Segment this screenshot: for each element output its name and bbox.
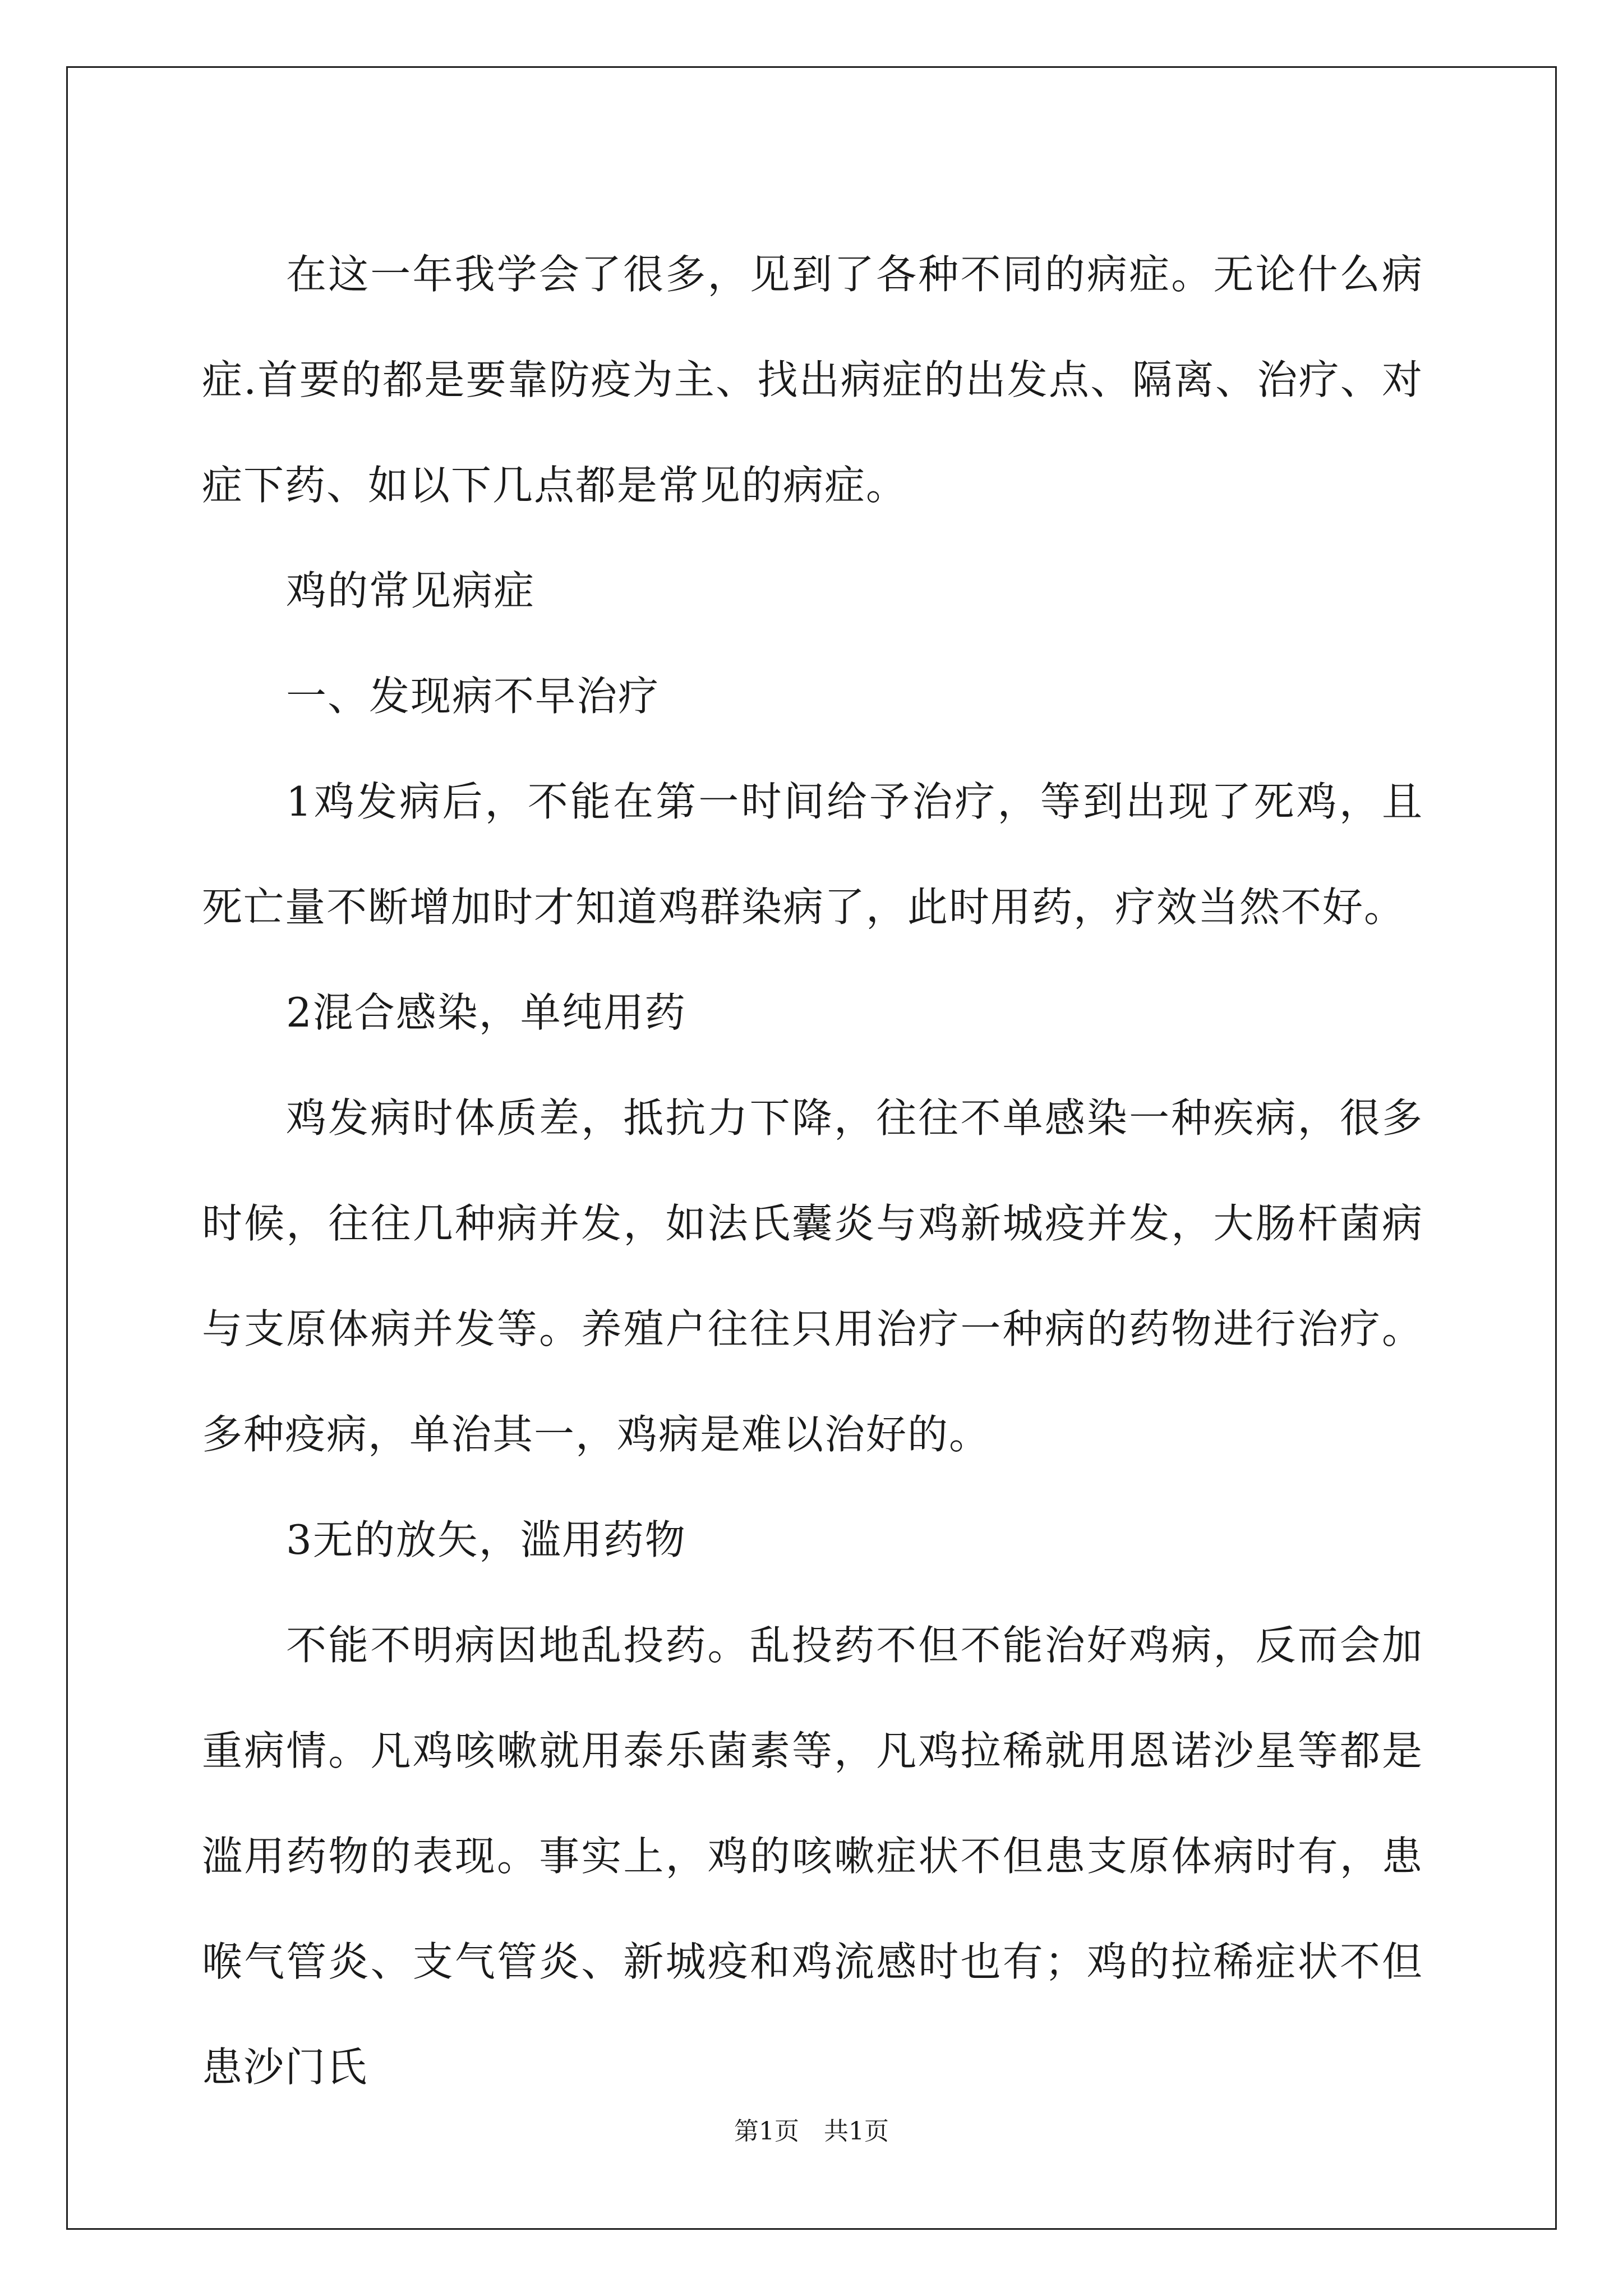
document-body bbox=[202, 222, 1423, 2120]
heading-section-one: 一、发现病不早治疗 bbox=[286, 673, 660, 720]
paragraph-item-2: 鸡发病时体质差，抵抗力下降，往往不单感染一种疾病，很多时候，往往几种病并发，如法氏囊炎与鸡新城疫并发，大肠杆菌病与支原体病并发等。养殖户往往只用治疗一种病的药物进行治疗。多种疫病，单治其一，鸡病是难以治好的。 bbox=[202, 1094, 1423, 1458]
paragraph-item-1: 1鸡发病后，不能在第一时间给予治疗，等到出现了死鸡，且死亡量不断增加时才知道鸡群染病了，此时用药，疗效当然不好。 bbox=[202, 778, 1423, 931]
paragraph-intro: 在这一年我学会了很多，见到了各种不同的病症。无论什么病症.首要的都是要靠防疫为主、找出病症的出发点、隔离、治疗、对症下药、如以下几点都是常见的病症。 bbox=[202, 251, 1423, 509]
page-number-footer: 第1页 共1页 bbox=[734, 2117, 889, 2146]
heading-item-2: 2混合感染，单纯用药 bbox=[286, 989, 686, 1036]
paragraph-item-3: 不能不明病因地乱投药。乱投药不但不能治好鸡病，反而会加重病情。凡鸡咳嗽就用泰乐菌素等，凡鸡拉稀就用恩诺沙星等都是滥用药物的表现。事实上，鸡的咳嗽症状不但患支原体病时有，患喉气管炎、支气管炎、新城疫和鸡流感时也有；鸡的拉稀症状不但患沙门氏 bbox=[202, 1622, 1423, 2091]
heading-common-diseases: 鸡的常见病症 bbox=[286, 567, 536, 614]
heading-item-3: 3无的放矢，滥用药物 bbox=[286, 1516, 686, 1563]
